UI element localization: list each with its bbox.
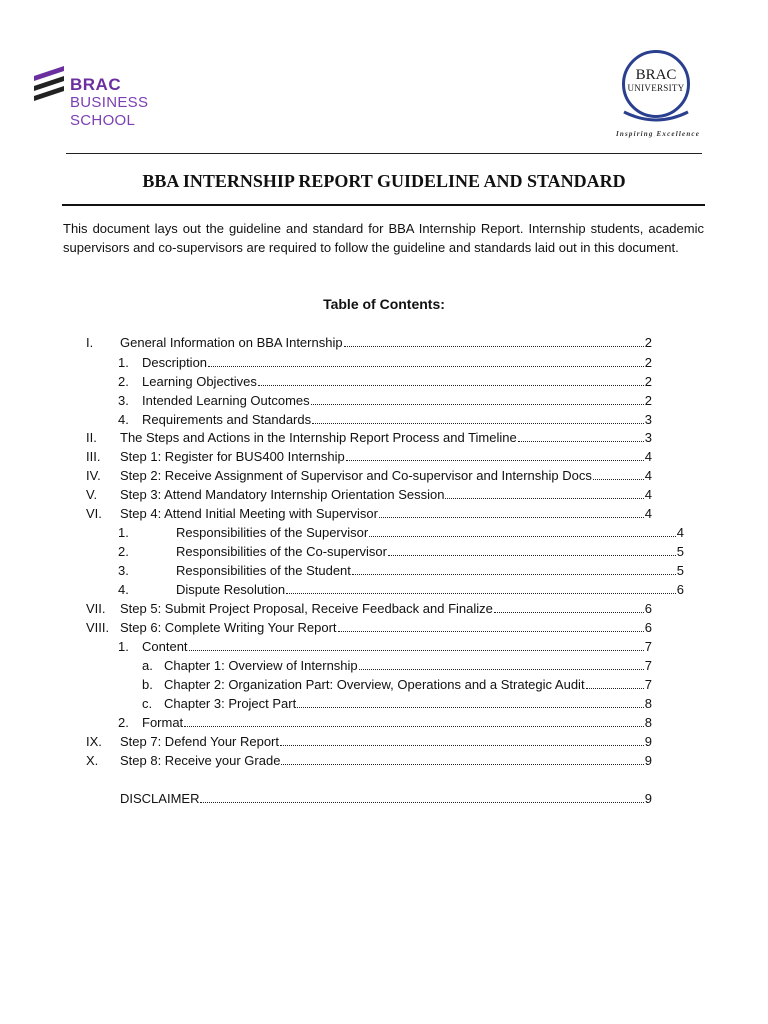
toc-number: 2. [118, 544, 129, 559]
toc-leader [518, 441, 644, 442]
toc-number: 1. [118, 639, 129, 654]
toc-leader [352, 574, 676, 575]
toc-label: The Steps and Actions in the Internship Report Process and Timeline [120, 430, 517, 445]
toc-label: Step 7: Defend Your Report [120, 734, 280, 749]
toc-label: General Information on BBA Internship [120, 335, 343, 350]
toc-leader [200, 802, 643, 803]
toc-label: Dispute Resolution [176, 582, 286, 597]
toc-entry[interactable] [118, 523, 684, 542]
toc-entry[interactable] [86, 333, 652, 352]
toc-page: 9 [644, 753, 652, 768]
toc-entry[interactable] [142, 675, 652, 694]
toc-number: VII. [86, 601, 106, 616]
toc-number: 1. [118, 525, 129, 540]
bbs-stripes-icon [30, 64, 68, 108]
toc-number: VI. [86, 506, 102, 521]
bu-logo-line1: BRAC [635, 67, 677, 83]
toc-leader [379, 517, 644, 518]
toc-leader [369, 536, 676, 537]
toc-entry[interactable] [118, 561, 684, 580]
toc-number: 4. [118, 412, 129, 427]
toc-label: Content [142, 639, 188, 654]
toc-entry[interactable] [142, 656, 652, 675]
toc-label: Step 4: Attend Initial Meeting with Supervisor [120, 506, 378, 521]
toc-entry[interactable] [86, 428, 652, 447]
toc-entry[interactable] [118, 372, 652, 391]
toc-entry[interactable] [86, 599, 652, 618]
document-title: BBA INTERNSHIP REPORT GUIDELINE AND STANDARD [142, 171, 626, 191]
toc-leader [286, 593, 676, 594]
toc-page: 6 [644, 601, 652, 616]
toc-page: 8 [644, 696, 652, 711]
toc-number: IX. [86, 734, 102, 749]
toc-leader [593, 479, 644, 480]
toc-page: 7 [644, 639, 652, 654]
bbs-logo-line3: SCHOOL [70, 112, 136, 129]
toc-leader [189, 650, 644, 651]
toc-label: Learning Objectives [142, 374, 257, 389]
toc-leader [346, 460, 644, 461]
intro-paragraph: This document lays out the guideline and standard for BBA Internship Report. Internship students, academic supervisors and co-supervisors are required to follow the guideline and standards laid out in this document. [63, 221, 704, 255]
toc-number: X. [86, 753, 99, 768]
brac-business-school-logo [30, 64, 170, 130]
toc-label: Format [142, 715, 184, 730]
toc-page: 8 [644, 715, 652, 730]
toc-leader [338, 631, 644, 632]
toc-entry[interactable] [86, 466, 652, 485]
toc-page: 6 [644, 620, 652, 635]
toc-label: Chapter 3: Project Part [164, 696, 297, 711]
toc-page: 7 [644, 658, 652, 673]
toc-number: b. [142, 677, 153, 692]
toc-page: 4 [644, 487, 652, 502]
toc-label: Step 8: Receive your Grade [120, 753, 281, 768]
toc-page: 7 [644, 677, 652, 692]
toc-leader [258, 385, 644, 386]
toc-page: 4 [644, 449, 652, 464]
bbs-logo-line1: BRAC [70, 75, 122, 94]
toc-leader [359, 669, 644, 670]
toc-page: 4 [644, 506, 652, 521]
toc-label: Responsibilities of the Student [176, 563, 351, 578]
toc-number: V. [86, 487, 98, 502]
toc-label: Responsibilities of the Supervisor [176, 525, 369, 540]
toc-number: 2. [118, 374, 129, 389]
toc-leader [494, 612, 644, 613]
toc-entry[interactable] [86, 618, 652, 637]
toc-leader [281, 764, 643, 765]
toc-entry[interactable] [86, 504, 652, 523]
toc-leader [297, 707, 644, 708]
toc-label: Step 1: Register for BUS400 Internship [120, 449, 345, 464]
toc-page: 5 [676, 563, 684, 578]
toc-number: IV. [86, 468, 101, 483]
toc-number: VIII. [86, 620, 110, 635]
toc-page: 9 [644, 791, 652, 806]
toc-label: Step 2: Receive Assignment of Supervisor and Co-supervisor and Internship Docs [120, 468, 592, 483]
toc-label: Responsibilities of the Co-supervisor [176, 544, 387, 559]
toc-label: DISCLAIMER [120, 791, 200, 806]
toc-page: 2 [644, 355, 652, 370]
toc-page: 4 [644, 468, 652, 483]
toc-label: Chapter 1: Overview of Internship [164, 658, 358, 673]
toc-label: Intended Learning Outcomes [142, 393, 310, 408]
toc-label: Step 3: Attend Mandatory Internship Orientation Session [120, 487, 445, 502]
toc-leader [280, 745, 644, 746]
toc-leader [184, 726, 644, 727]
toc-entry[interactable] [118, 391, 652, 410]
toc-entry[interactable] [142, 694, 652, 713]
toc-leader [344, 346, 644, 347]
toc-label: Requirements and Standards [142, 412, 312, 427]
bu-seal [622, 50, 690, 118]
bu-tagline: Inspiring Excellence [615, 130, 701, 138]
toc-entry[interactable] [118, 637, 652, 656]
toc-entry[interactable] [118, 580, 684, 599]
toc-label: Description [142, 355, 208, 370]
toc-page: 4 [676, 525, 684, 540]
toc-page: 3 [644, 412, 652, 427]
title-rule [62, 204, 705, 206]
toc-number: 2. [118, 715, 129, 730]
toc-heading: Table of Contents: [323, 296, 445, 312]
toc-leader [311, 404, 644, 405]
toc-number: 3. [118, 563, 129, 578]
toc-entry[interactable] [118, 410, 652, 429]
toc-number: 4. [118, 582, 129, 597]
toc-number: III. [86, 449, 101, 464]
toc-entry[interactable] [118, 542, 684, 561]
toc-entry[interactable] [118, 713, 652, 732]
toc-entry[interactable] [118, 353, 652, 372]
toc-entry[interactable] [86, 485, 652, 504]
toc-number: II. [86, 430, 97, 445]
toc-entry[interactable] [120, 789, 652, 808]
brac-university-logo [606, 50, 710, 142]
toc-entry[interactable] [86, 751, 652, 770]
toc-page: 2 [644, 393, 652, 408]
toc-entry[interactable] [86, 732, 652, 751]
header-rule [66, 153, 702, 154]
toc-page: 5 [676, 544, 684, 559]
toc-leader [388, 555, 676, 556]
toc-number: a. [142, 658, 153, 673]
toc-page: 9 [644, 734, 652, 749]
bbs-logo-line2: BUSINESS [70, 94, 149, 111]
toc-page: 2 [644, 374, 652, 389]
toc-leader [312, 423, 644, 424]
toc-page: 3 [644, 430, 652, 445]
bu-logo-line2: UNIVERSITY [627, 83, 685, 93]
toc-entry[interactable] [86, 447, 652, 466]
toc-label: Chapter 2: Organization Part: Overview, Operations and a Strategic Audit [164, 677, 585, 692]
toc-number: c. [142, 696, 153, 711]
toc-leader [586, 688, 644, 689]
bu-arc-icon [616, 110, 696, 126]
toc-label: Step 6: Complete Writing Your Report [120, 620, 337, 635]
toc-label: Step 5: Submit Project Proposal, Receive Feedback and Finalize [120, 601, 493, 616]
toc-number: 3. [118, 393, 129, 408]
bbs-logo-text [70, 76, 148, 130]
toc-page: 6 [676, 582, 684, 597]
toc-leader [208, 366, 644, 367]
toc-number: I. [86, 335, 94, 350]
toc-leader [445, 498, 643, 499]
toc-number: 1. [118, 355, 129, 370]
toc-page: 2 [644, 335, 652, 350]
